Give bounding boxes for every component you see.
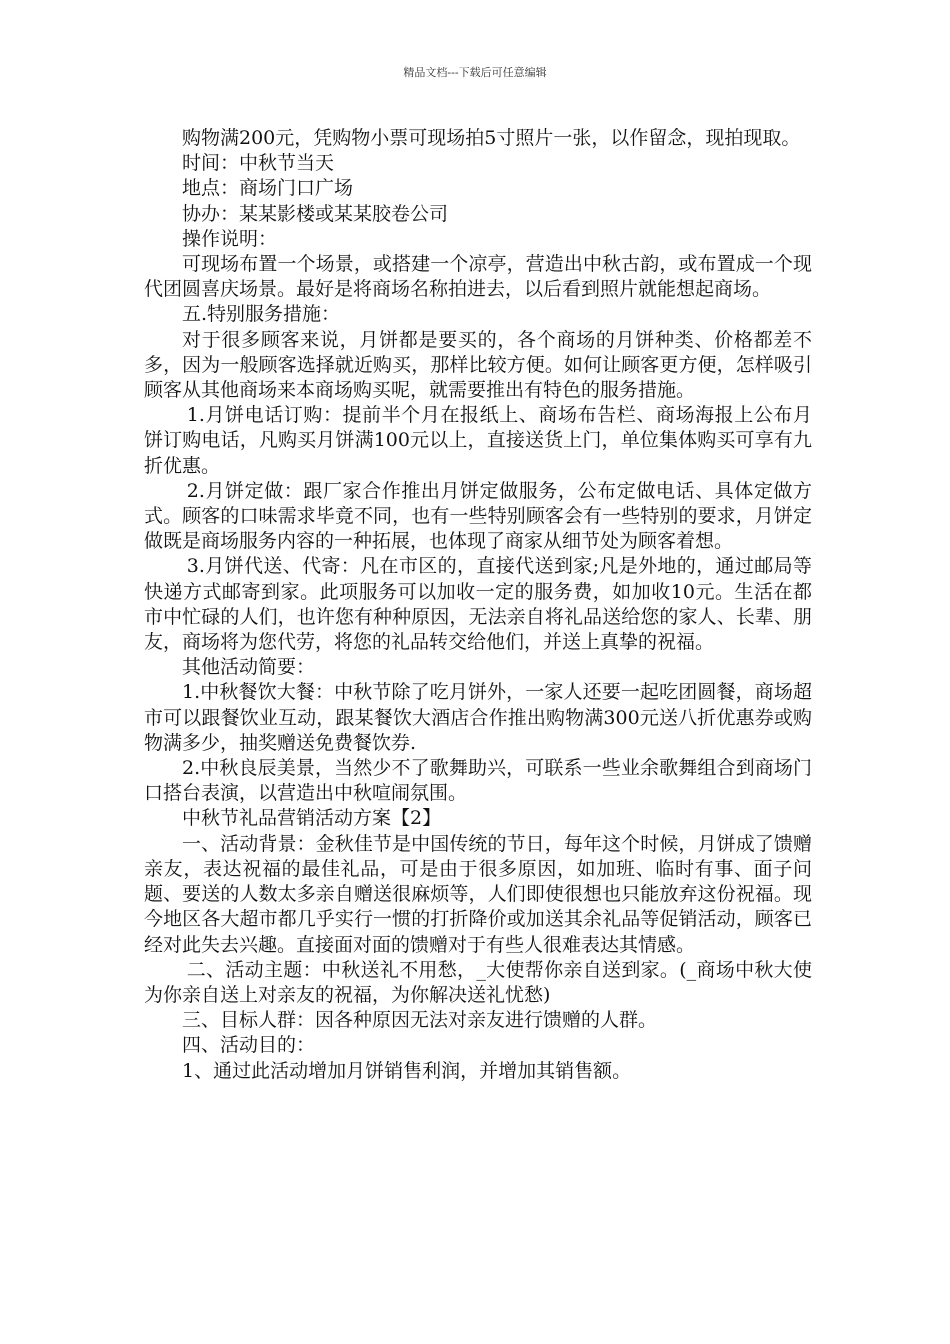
paragraph-background: 一、活动背景：金秋佳节是中国传统的节日，每年这个时候，月饼成了馈赠亲友，表达祝福的最佳礼品，可是由于很多原因，如加班、临时有事、面子问题、要送的人数太多亲自赠送很麻烦等，人们即使很想也只能放弃这份祝福。现今地区各大超市都几乎实行一惯的打折降价或加送其余礼品等促销活动，顾客已经对此失去兴趣。直接面对面的馈赠对于有些人很难表达其情感。 <box>144 832 812 956</box>
paragraph-operation-details: 可现场布置一个场景，或搭建一个凉亭，营造出中秋古韵，或布置成一个现代团圆喜庆场景。最好是将商场名称拍进去，以后看到照片就能想起商场。 <box>144 253 812 301</box>
paragraph-performance: 2.中秋良辰美景，当然少不了歌舞助兴，可联系一些业余歌舞组合到商场门口搭台表演，以营造出中秋喧闹氛围。 <box>144 757 812 805</box>
document-body <box>144 126 812 1084</box>
paragraph-other-activities-heading: 其他活动简要： <box>182 656 316 679</box>
paragraph-dining: 1.中秋餐饮大餐：中秋节除了吃月饼外，一家人还要一起吃团圆餐，商场超市可以跟餐饮业互动，跟某餐饮大酒店合作推出购物满300元送八折优惠券或购物满多少，抽奖赠送免费餐饮券. <box>144 681 812 754</box>
section-heading-special-services: 五.特别服务措施： <box>182 303 341 326</box>
paragraph-co-organizer: 协办：某某影楼或某某胶卷公司 <box>182 202 449 225</box>
section-title-plan-2: 中秋节礼品营销活动方案【2】 <box>182 807 442 830</box>
paragraph-services-intro: 对于很多顾客来说，月饼都是要买的，各个商场的月饼种类、价格都差不多，因为一般顾客选择就近购买，那样比较方便。如何让顾客更方便，怎样吸引顾客从其他商场来本商场购买呢，就需要推出有特色的服务措施。 <box>144 328 812 402</box>
paragraph-goals-heading: 四、活动目的： <box>182 1034 316 1057</box>
paragraph-photo-offer: 购物满200元，凭购物小票可现场拍5寸照片一张，以作留念，现拍现取。 <box>182 127 801 149</box>
paragraph-goal-1: 1、通过此活动增加月饼销售利润，并增加其销售额。 <box>182 1059 632 1082</box>
paragraph-time: 时间：中秋节当天 <box>182 152 335 175</box>
paragraph-delivery: 3.月饼代送、代寄：凡在市区的，直接代送到家;凡是外地的，通过邮局等快递方式邮寄到家。此项服务可以加收一定的服务费，如加收10元。生活在都市中忙碌的人们，也许您有种种原因，无法亲自将礼品送给您的家人、长辈、朋友，商场将为您代劳，将您的礼品转交给他们，并送上真挚的祝福。 <box>144 555 812 654</box>
paragraph-custom-order: 2.月饼定做：跟厂家合作推出月饼定做服务，公布定做电话、具体定做方式。顾客的口味需求毕竟不同，也有一些特别顾客会有一些特别的要求，月饼定做既是商场服务内容的一种拓展，也体现了商家从细节处为顾客着想。 <box>144 479 812 553</box>
paragraph-theme: 二、活动主题：中秋送礼不用愁，_大使帮你亲自送到家。(_商场中秋大使为你亲自送上对亲友的祝福，为你解决送礼忧愁) <box>144 958 812 1006</box>
paragraph-location: 地点：商场门口广场 <box>182 177 354 200</box>
paragraph-operation-heading: 操作说明： <box>182 227 278 250</box>
page-header: 精品文档---下载后可任意编辑 <box>403 66 547 79</box>
paragraph-target-audience: 三、目标人群：因各种原因无法对亲友进行馈赠的人群。 <box>182 1009 658 1032</box>
paragraph-phone-order: 1.月饼电话订购：提前半个月在报纸上、商场布告栏、商场海报上公布月饼订购电话，凡购买月饼满100元以上，直接送货上门，单位集体购买可享有九折优惠。 <box>144 404 812 477</box>
